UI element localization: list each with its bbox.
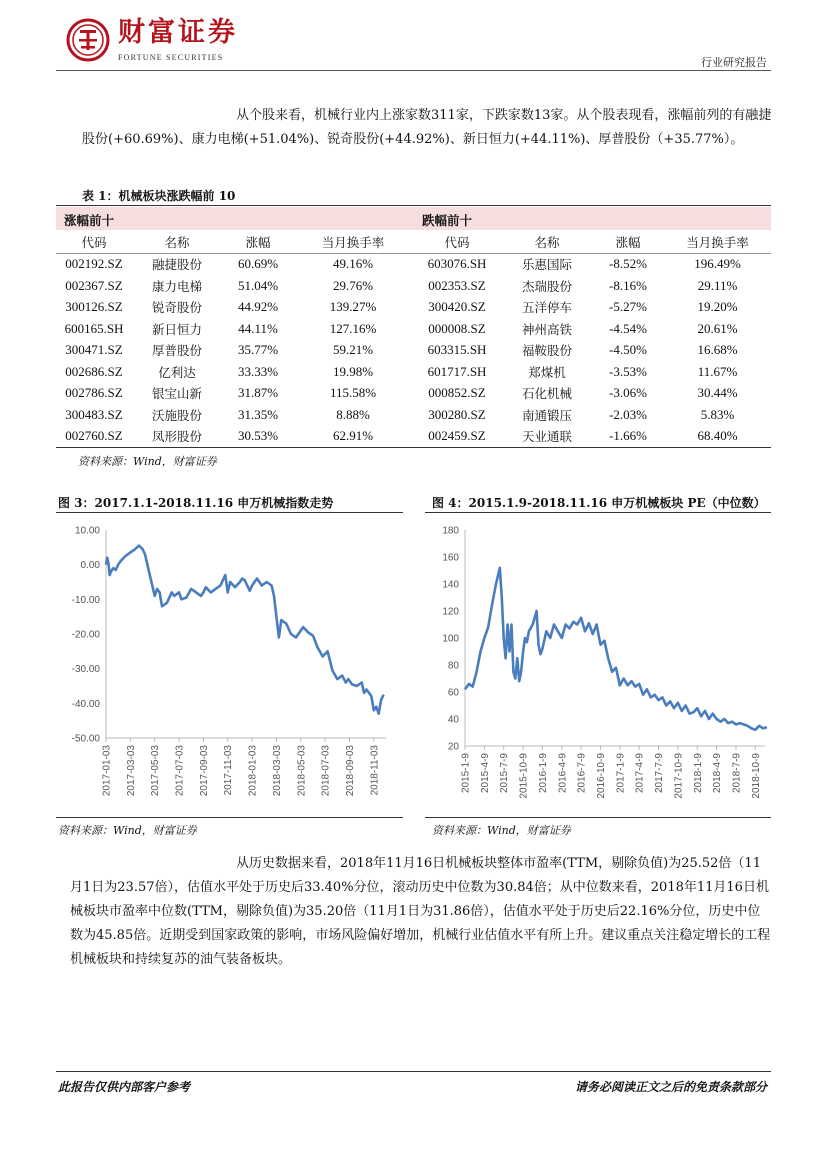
value-cell: 31.35% bbox=[237, 406, 279, 422]
y-tick-label: -40.00 bbox=[71, 698, 100, 710]
figure3-top-rule bbox=[56, 512, 403, 513]
table-row bbox=[56, 426, 771, 448]
value-cell: 29.76% bbox=[332, 277, 374, 293]
y-tick-label: 140 bbox=[442, 579, 459, 591]
stock-name-cell: 神州高铁 bbox=[521, 321, 572, 337]
value-cell: 20.61% bbox=[697, 320, 738, 336]
stock-name-cell: 南通锻压 bbox=[521, 407, 572, 423]
stock-code-cell: 300126.SZ bbox=[65, 299, 123, 315]
stock-name-cell: 凤形股份 bbox=[132, 426, 222, 448]
value-cell: 30.44% bbox=[697, 385, 738, 401]
stock-code-cell: 002192.SZ bbox=[65, 256, 123, 272]
y-tick-label: -20.00 bbox=[71, 629, 100, 641]
value-cell: 196.49% bbox=[694, 256, 741, 272]
value-cell: 49.16% bbox=[332, 256, 374, 272]
x-tick-label: 2016-7-9 bbox=[576, 753, 588, 794]
value-cell: -4.54% bbox=[609, 320, 647, 336]
x-tick-label: 2017-03-03 bbox=[125, 745, 137, 797]
stock-name-cell: 五洋停车 bbox=[521, 300, 572, 316]
x-tick-label: 2017-7-9 bbox=[654, 753, 666, 794]
x-tick-label: 2018-01-03 bbox=[247, 745, 259, 797]
y-tick-label: 120 bbox=[442, 606, 459, 618]
paragraph-2-text: 从历史数据来看，2018年11月16日机械板块整体市盈率(TTM，剔除负值)为25.52倍（11月1日为23.57倍），估值水平处于历史后33.40%分位，滚动历史中位数为30.84倍；从中位数来看，2018年11月16日机械板块市盈率中位数(TTM，剔除负值)为35.20倍（11月1日为31.86倍），估值水平处于历史后22.16%分位，历史中位数为45.85倍。近期受到国家政策的影响，市场风险偏好增加，机械行业估值水平有所上升。建议重点关注稳定增长的工程机械板块和持续复苏的油气装备板块。 bbox=[70, 856, 771, 967]
stock-name-cell: 锐奇股份 bbox=[151, 300, 202, 316]
column-header: 当月换手率 bbox=[664, 231, 771, 253]
stock-code-cell: 002367.SZ bbox=[65, 277, 123, 293]
stock-code-cell: 002686.SZ bbox=[65, 363, 123, 379]
value-cell: 29.11% bbox=[697, 277, 738, 293]
stock-name-cell: 石化机械 bbox=[521, 386, 572, 402]
stock-code-cell: 002459.SZ bbox=[412, 426, 502, 448]
value-cell: 19.98% bbox=[332, 363, 374, 379]
paragraph-valuation bbox=[70, 852, 772, 972]
stock-name-cell: 乐惠国际 bbox=[521, 257, 572, 273]
stock-name-cell: 亿利达 bbox=[158, 364, 196, 380]
y-tick-label: -30.00 bbox=[71, 664, 100, 676]
paragraph-1-text: 从个股来看，机械行业内上涨家数311家，下跌家数13家。从个股表现看，涨幅前列的有融捷股份(+60.69%)、康力电梯(+51.04%)、锐奇股份(+44.92%)、新日恒力(+44.11%)、厚普股份（+35.77%）。 bbox=[82, 108, 772, 147]
column-header: 代码 bbox=[412, 231, 502, 253]
footer-disclaimer-right: 请务必阅读正文之后的免责条款部分 bbox=[574, 1080, 767, 1094]
stock-name-cell: 杰瑞股份 bbox=[521, 278, 572, 294]
figure3-bottom-rule bbox=[56, 817, 403, 818]
x-tick-label: 2018-10-9 bbox=[750, 753, 762, 799]
value-cell: 8.88% bbox=[336, 406, 370, 422]
movers-table bbox=[56, 231, 771, 448]
value-cell: 59.21% bbox=[332, 342, 374, 358]
table-top-rule bbox=[56, 205, 771, 206]
x-tick-label: 2017-05-03 bbox=[150, 745, 162, 797]
value-cell: 68.40% bbox=[664, 426, 771, 448]
value-cell: 60.69% bbox=[237, 256, 279, 272]
y-tick-label: 180 bbox=[442, 525, 459, 537]
y-tick-label: 20 bbox=[447, 741, 459, 753]
y-tick-label: -10.00 bbox=[71, 594, 100, 606]
table-group-header bbox=[56, 207, 771, 230]
table-row bbox=[56, 253, 771, 275]
value-cell: 11.67% bbox=[697, 363, 738, 379]
table-row bbox=[56, 340, 771, 362]
x-tick-label: 2017-11-03 bbox=[223, 745, 235, 796]
stock-code-cell: 601717.SH bbox=[427, 363, 487, 379]
table-row bbox=[56, 404, 771, 426]
y-tick-label: 10.00 bbox=[74, 525, 100, 537]
value-cell: -8.16% bbox=[609, 277, 647, 293]
value-cell: 5.83% bbox=[700, 406, 735, 422]
column-header: 名称 bbox=[502, 231, 592, 253]
stock-code-cell: 002353.SZ bbox=[428, 277, 486, 293]
table-row bbox=[56, 318, 771, 340]
stock-code-cell: 000852.SZ bbox=[428, 385, 486, 401]
footer-divider bbox=[56, 1071, 771, 1072]
value-cell: 30.53% bbox=[222, 426, 294, 448]
value-cell: 16.68% bbox=[697, 342, 738, 358]
x-tick-label: 2018-11-03 bbox=[369, 745, 381, 796]
x-tick-label: 2018-4-9 bbox=[712, 753, 724, 794]
series-line bbox=[465, 568, 767, 730]
y-tick-label: 60 bbox=[447, 687, 459, 699]
stock-name-cell: 郑煤机 bbox=[528, 364, 566, 380]
table-column-header-row bbox=[56, 231, 771, 253]
value-cell: 19.20% bbox=[697, 299, 738, 315]
x-tick-label: 2018-7-9 bbox=[731, 753, 743, 794]
figure4-top-rule bbox=[425, 512, 771, 513]
column-header: 涨幅 bbox=[592, 231, 664, 253]
y-tick-label: 0.00 bbox=[80, 560, 100, 572]
stock-name-cell: 厚普股份 bbox=[151, 343, 202, 359]
stock-code-cell: 600165.SH bbox=[64, 320, 124, 336]
paragraph-stock-performance bbox=[82, 104, 772, 152]
stock-name-cell: 银宝山新 bbox=[151, 386, 202, 402]
brand-name-cn: 财富证券 bbox=[118, 17, 238, 48]
value-cell: 51.04% bbox=[237, 277, 279, 293]
x-tick-label: 2017-09-03 bbox=[198, 745, 210, 797]
value-cell: -3.06% bbox=[609, 385, 647, 401]
stock-name-cell: 福鞍股份 bbox=[521, 343, 572, 359]
table-row bbox=[56, 383, 771, 405]
y-tick-label: 80 bbox=[447, 660, 459, 672]
y-tick-label: 160 bbox=[442, 552, 459, 564]
x-tick-label: 2018-03-03 bbox=[271, 745, 283, 797]
stock-name-cell: 沃施股份 bbox=[151, 407, 202, 423]
value-cell: 115.58% bbox=[329, 385, 377, 401]
stock-code-cell: 300420.SZ bbox=[428, 299, 486, 315]
value-cell: 33.33% bbox=[237, 363, 279, 379]
stock-code-cell: 002760.SZ bbox=[56, 426, 132, 448]
x-tick-label: 2018-07-03 bbox=[320, 745, 332, 797]
figure3-title: 图 3：2017.1.1-2018.11.16 申万机械指数走势 bbox=[58, 496, 334, 510]
x-tick-label: 2015-10-9 bbox=[518, 753, 530, 799]
header-divider bbox=[56, 70, 771, 71]
x-tick-label: 2018-05-03 bbox=[296, 745, 308, 797]
value-cell: 127.16% bbox=[329, 320, 377, 336]
y-tick-label: -50.00 bbox=[71, 733, 100, 745]
value-cell: -5.27% bbox=[609, 299, 647, 315]
x-tick-label: 2015-7-9 bbox=[499, 753, 511, 794]
x-tick-label: 2018-09-03 bbox=[344, 745, 356, 797]
column-header: 代码 bbox=[56, 231, 132, 253]
value-cell: 35.77% bbox=[237, 342, 279, 358]
column-header: 涨幅 bbox=[222, 231, 294, 253]
x-tick-label: 2016-4-9 bbox=[557, 753, 569, 794]
group-header-gainers: 涨幅前十 bbox=[64, 213, 115, 228]
x-tick-label: 2017-4-9 bbox=[634, 753, 646, 794]
x-tick-label: 2017-1-9 bbox=[615, 753, 627, 794]
x-tick-label: 2015-1-9 bbox=[460, 753, 472, 794]
figure4-bottom-rule bbox=[425, 817, 771, 818]
stock-code-cell: 000008.SZ bbox=[428, 320, 486, 336]
stock-code-cell: 002786.SZ bbox=[65, 385, 123, 401]
chart-pe-median bbox=[425, 514, 771, 816]
stock-name-cell: 天业通联 bbox=[502, 426, 592, 448]
stock-code-cell: 603076.SH bbox=[427, 256, 487, 272]
value-cell: -8.52% bbox=[609, 256, 647, 272]
table-title: 表 1：机械板块涨跌幅前 10 bbox=[82, 189, 236, 203]
x-tick-label: 2016-10-9 bbox=[595, 753, 607, 799]
brand-name-en: FORTUNE SECURITIES bbox=[118, 53, 224, 62]
x-tick-label: 2017-10-9 bbox=[673, 753, 685, 799]
column-header: 当月换手率 bbox=[294, 231, 412, 253]
value-cell: 139.27% bbox=[329, 299, 377, 315]
column-header: 名称 bbox=[132, 231, 222, 253]
value-cell: -2.03% bbox=[609, 406, 647, 422]
y-tick-label: 40 bbox=[447, 714, 459, 726]
x-tick-label: 2018-1-9 bbox=[692, 753, 704, 794]
stock-name-cell: 康力电梯 bbox=[151, 278, 202, 294]
figure4-source: 资料来源：Wind，财富证券 bbox=[432, 824, 571, 837]
value-cell: -4.50% bbox=[609, 342, 647, 358]
figure3-source: 资料来源：Wind，财富证券 bbox=[58, 824, 197, 837]
chart-machinery-index bbox=[56, 514, 403, 816]
value-cell: 31.87% bbox=[237, 385, 279, 401]
x-tick-label: 2016-1-9 bbox=[537, 753, 549, 794]
fortune-securities-logo-icon bbox=[66, 18, 110, 62]
x-tick-label: 2015-4-9 bbox=[479, 753, 491, 794]
group-header-losers: 跌幅前十 bbox=[422, 213, 473, 228]
value-cell: -1.66% bbox=[592, 426, 664, 448]
figure4-title: 图 4：2015.1.9-2018.11.16 申万机械板块 PE（中位数） bbox=[432, 496, 766, 510]
value-cell: -3.53% bbox=[609, 363, 647, 379]
stock-code-cell: 300471.SZ bbox=[65, 342, 123, 358]
footer-disclaimer-left: 此报告仅供内部客户参考 bbox=[58, 1080, 191, 1094]
table-row bbox=[56, 361, 771, 383]
stock-name-cell: 融捷股份 bbox=[151, 257, 202, 273]
value-cell: 44.92% bbox=[237, 299, 279, 315]
document-type: 行业研究报告 bbox=[701, 56, 767, 69]
value-cell: 44.11% bbox=[238, 320, 278, 336]
table-row bbox=[56, 275, 771, 297]
x-tick-label: 2017-01-03 bbox=[101, 745, 113, 797]
value-cell: 62.91% bbox=[294, 426, 412, 448]
stock-name-cell: 新日恒力 bbox=[151, 321, 202, 337]
x-tick-label: 2017-07-03 bbox=[174, 745, 186, 797]
stock-code-cell: 300483.SZ bbox=[65, 406, 123, 422]
series-line bbox=[106, 546, 384, 714]
y-tick-label: 100 bbox=[442, 633, 459, 645]
stock-code-cell: 603315.SH bbox=[427, 342, 487, 358]
table-source: 资料来源：Wind，财富证券 bbox=[78, 455, 217, 468]
stock-code-cell: 300280.SZ bbox=[428, 406, 486, 422]
table-row bbox=[56, 297, 771, 319]
